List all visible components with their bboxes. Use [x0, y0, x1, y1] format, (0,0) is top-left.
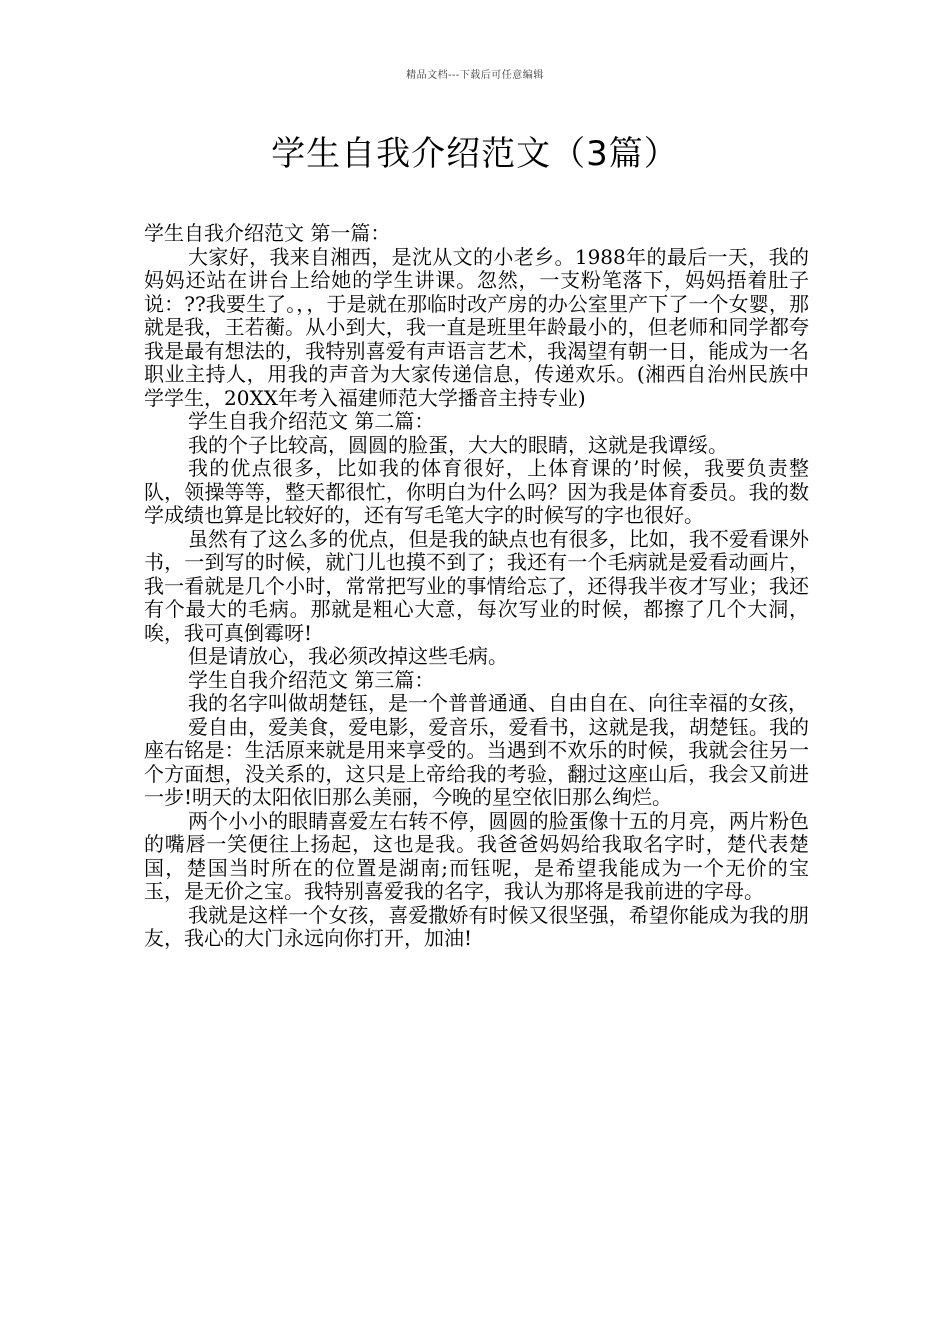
section-heading-2: 学生自我介绍范文 第二篇： [188, 409, 435, 433]
page-header: 精品文档---下载后可任意编辑 [406, 70, 544, 81]
section-heading-3: 学生自我介绍范文 第三篇： [188, 667, 435, 692]
paragraph: 两个小小的眼睛喜爱左右转不停，圆圆的脸蛋像十五的月亮，两片粉色的嘴唇一笑便往上扬起，这也是我。我爸爸妈妈给我取名字时，楚代表楚国，楚国当时所在的位置是湖南;而钰呢，是希望我能成为一个无价的宝玉，是无价之宝。我特别喜爱我的名字，我认为那将是我前进的字母。 [144, 808, 809, 903]
paragraph: 虽然有了这么多的优点，但是我的缺点也有很多，比如，我不爱看课外书，一到写的时候，就门儿也摸不到了；我还有一个毛病就是爱看动画片，我一看就是几个小时，常常把写业的事情给忘了，还得我半夜才写业；我还有个最大的毛病。那就是粗心大意，每次写业的时候，都擦了几个大洞，唉，我可真倒霉呀! [144, 526, 809, 645]
section-heading-1: 学生自我介绍范文 第一篇： [144, 221, 391, 245]
paragraph: 我就是这样一个女孩，喜爱撒娇有时候又很坚强，希望你能成为我的朋友，我心的大门永远向你打开，加油! [144, 902, 809, 950]
paragraph: 但是请放心，我必须改掉这些毛病。 [188, 644, 508, 668]
paragraph: 我的名字叫做胡楚钰，是一个普普通通、自由自在、向往幸福的女孩， [188, 691, 808, 715]
document-body [144, 222, 809, 951]
paragraph: 爱自由，爱美食，爱电影，爱音乐，爱看书，这就是我，胡楚钰。我的座右铭是：生活原来就是用来享受的。当遇到不欢乐的时候，我就会往另一个方面想，没关系的，这只是上帝给我的考验，翻过这座山后，我会又前进一步!明天的太阳依旧那么美丽，今晚的星空依旧那么绚烂。 [144, 714, 809, 809]
paragraph: 我的个子比较高，圆圆的脸蛋，大大的眼睛，这就是我谭绥。 [188, 432, 728, 457]
document-title: 学生自我介绍范文（3篇） [271, 134, 679, 174]
paragraph: 大家好，我来自湘西，是沈从文的小老乡。1988年的最后一天，我的妈妈还站在讲台上给她的学生讲课。忽然，一支粉笔落下，妈妈捂着肚子说：??我要生了。，，于是就在那临时改产房的办公室里产下了一个女婴，那就是我，王若蘅。从小到大，我一直是班里年龄最小的，但老师和同学都夸我是最有想法的，我特别喜爱有声语言艺术，我渴望有朝一日，能成为一名职业主持人，用我的声音为大家传递信息，传递欢乐。(湘西自治州民族中学学生，20XX年考入福建师范大学播音主持专业) [144, 244, 809, 410]
paragraph: 我的优点很多，比如我的体育很好，上体育课的’时候，我要负责整队，领操等等，整天都很忙，你明白为什么吗？因为我是体育委员。我的数学成绩也算是比较好的，还有写毛笔大字的时候写的字也很好。 [144, 456, 809, 527]
